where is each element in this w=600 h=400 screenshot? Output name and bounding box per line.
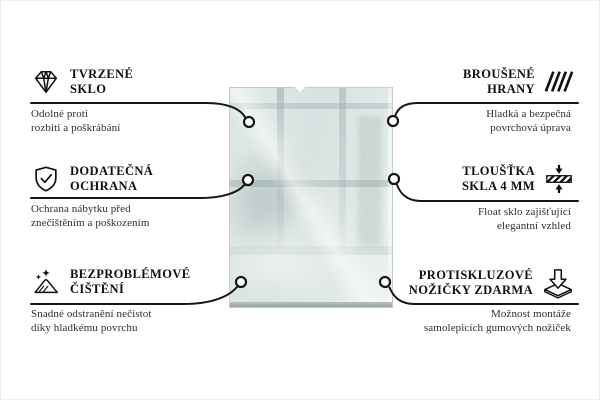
callout-title: DODATEČNÁ OCHRANA [70, 164, 154, 193]
callout-description: Odolné proti rozbití a poškrábání [31, 108, 121, 134]
hatched-edges-icon [544, 67, 574, 97]
callout-title: PROTISKLUZOVÉ NOŽIČKY ZDARMA [408, 268, 533, 297]
callout-description: Float sklo zajišťující elegantní vzhled [477, 206, 571, 232]
glass-highlight [230, 88, 392, 307]
callout-header [409, 267, 574, 299]
callout-title: TVRZENÉ SKLO [70, 67, 134, 96]
glass-panel-photo [229, 87, 393, 308]
callout-header [462, 164, 574, 194]
shield-check-icon [31, 164, 61, 194]
glass-bottom-edge [230, 302, 392, 307]
callout-title: BEZPROBLÉMOVÉ ČIŠTĚNÍ [70, 267, 191, 296]
thickness-icon [544, 164, 574, 194]
sparkle-clean-icon [31, 267, 61, 297]
callout-header [31, 164, 153, 194]
callout-description: Ochrana nábytku před znečištěním a poškozením [31, 203, 150, 229]
callout-header [31, 67, 133, 97]
callout-header [31, 267, 191, 297]
callout-header [463, 67, 574, 97]
glass-edge-highlight [388, 88, 392, 307]
arrow-into-pad-icon [542, 267, 574, 299]
callout-description: Možnost montáže samolepicích gumových nožiček [423, 308, 571, 334]
callout-title: TLOUŠŤKA SKLA 4 MM [461, 164, 535, 193]
diamond-icon [31, 67, 61, 97]
callout-title: BROUŠENÉ HRANY [463, 67, 535, 96]
callout-description: Snadné odstranění nečistot díky hladkému povrchu [31, 308, 152, 334]
callout-description: Hladká a bezpečná povrchová úprava [486, 108, 571, 134]
